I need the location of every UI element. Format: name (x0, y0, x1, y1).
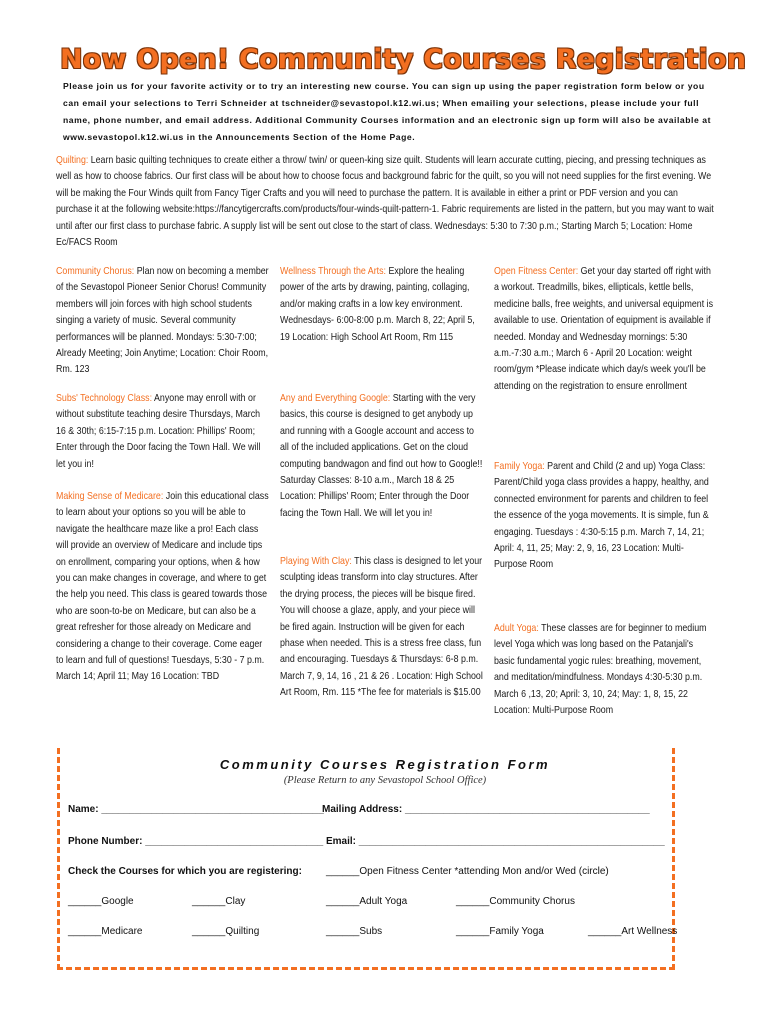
course-name: Playing With Clay: (280, 556, 352, 567)
course-name: Making Sense of Medicare: (56, 491, 164, 502)
option-community-chorus[interactable]: ______Community Chorus (456, 896, 575, 907)
course-subs-technology (56, 391, 271, 473)
course-name: Adult Yoga: (494, 623, 539, 634)
mailing-address-field[interactable]: Mailing Address: ____________________________________________ (322, 804, 650, 815)
course-family-yoga (494, 459, 714, 574)
course-google (280, 391, 483, 522)
form-subtitle: (Please Return to any Sevastopol School Office) (283, 775, 487, 786)
option-art-wellness[interactable]: ______Art Wellness (588, 926, 678, 937)
course-adult-yoga (494, 621, 714, 719)
option-clay[interactable]: ______Clay (192, 896, 246, 907)
course-description: Parent and Child (2 and up) Yoga Class: Parent/Child yoga class provides a happy, healthy, and connected environment for parents and children to feel the essence of the yoga movements. It is simple, fun & engaging. Tuesdays : 4:30-5:15 p.m. March 7, 14, 21; April: 4, 11, 25; May: 2, 9, 16, 23 Location: Multi-Purpose Room (494, 461, 709, 571)
course-wellness-arts (280, 264, 483, 346)
course-open-fitness (494, 264, 714, 395)
option-quilting[interactable]: ______Quilting (192, 926, 260, 937)
course-description: Join this educational class to learn about your options so you will be able to navigate the healthcare maze like a pro! Each class will provide an overview of Medicare and include tips on enrollment, comparing your options, when & how you can make changes in coverage, and where to get the help you need. This class is geared towards those who are soon-to-be on Medicare, but can also be a great refresher for those already on Medicare and considering a change to their coverage. Come eager to learn and full of questions! Tuesdays, 5:30 - 7 p.m. March 14; April 11; May 16 Location: TBD (56, 491, 269, 683)
course-description: Get your day started off right with a workout. Treadmills, bikes, ellipticals, kettle bells, medicine balls, free weights, and universal equipment is available to use. Orientation of equipment is available if needed. Monday and Wednesday mornings: 5:30 a.m.-7:30 a.m.; March 6 - April 20 Location: weight room/gym *Please indicate which day/s week you'll be attending on the registration to ensure enrollment (494, 266, 714, 392)
course-name: Wellness Through the Arts: (280, 266, 386, 277)
course-description: Anyone may enroll with or without substitute teaching desire Thursdays, March 16 & 30th; 6:15-7:15 p.m. Location: Phillips' Room; Enter through the Door facing the Town Hall. We will let you in! (56, 393, 261, 470)
option-medicare[interactable]: ______Medicare (68, 926, 143, 937)
course-description: Explore the healing power of the arts by drawing, painting, collaging, and/or making crafts in a low key environment. Wednesdays- 6:00-8:00 p.m. March 8, 22; April 5, 19 Location: High School Art Room, Rm 115 (280, 266, 475, 343)
name-field[interactable]: Name: ________________________________________ (68, 804, 324, 815)
course-description: Starting with the very basics, this course is designed to get anybody up and running with a Google account and access to all of the included applications. Get on the cloud computing bandwagon and find out how to Google!! Saturday Classes: 8-10 a.m., March 18 & 25 Location: Phillips' Room; Enter through the Door facing the Town Hall. We will let you in! (280, 393, 483, 519)
check-courses-label: Check the Courses for which you are registering: (68, 866, 302, 877)
course-name: Family Yoga: (494, 461, 545, 472)
course-name: Open Fitness Center: (494, 266, 579, 277)
course-description: This class is designed to let your sculpting ideas transform into clay structures. After the drying process, the pieces will be bisque fired. You will choose a glaze, apply, and your piece will be fired again. Instruction will be given for each phase when needed. This is a stress free class, fun and encouraging. Tuesdays & Thursdays: 6-8 p.m. March 7, 9, 14, 16 , 21 & 26 . Location: High School Art Room, Rm. 115 *The fee for materials is $15.00 (280, 556, 483, 699)
course-name: Community Chorus: (56, 266, 135, 277)
course-description: Learn basic quilting techniques to create either a throw/ twin/ or queen-king size quilt. Students will learn accurate cutting, piecing, and pressing techniques as well as how to choose fabrics. Our first class will be about how to choose focus and background fabric for the quilt, so you will not need supplies for the first evening. We will be making the Four Winds quilt from Fancy Tiger Crafts and you will need to purchase the pattern. It is available in either a print or PDF version and you can purchase it at the following website:https://fancytigercrafts.com/products/four-winds-quilt-pattern-1. Fabric requirements are listed in the pattern, but you may want to wait until after our first class to purchase fabric. A supply list will be sent out close to the start of class. Wednesdays: 5:30 to 7:30 p.m.; Starting March 5; Location: Home Ec/FACS Room (56, 155, 714, 249)
course-quilting (56, 153, 714, 251)
course-clay (280, 554, 483, 702)
option-family-yoga[interactable]: ______Family Yoga (456, 926, 544, 937)
option-google[interactable]: ______Google (68, 896, 134, 907)
course-name: Quilting: (56, 155, 89, 166)
email-field[interactable]: Email: _______________________________________________________ (326, 836, 665, 847)
intro-paragraph: Please join us for your favorite activity or to try an interesting new course. You can sign up using the paper registration form below or you can email your selections to Terri Schneider at tschneider@sevastopol.k12.wi.us; When emailing your selections, please include your full name, phone number, and email address. Additional Community Courses information and an electronic sign up form will also be available at www.sevastopol.k12.wi.us in the Announcements Section of the Home Page. (63, 81, 711, 142)
option-adult-yoga[interactable]: ______Adult Yoga (326, 896, 408, 907)
page-title: Now Open! Community Courses Registration (60, 44, 747, 75)
phone-number-field[interactable]: Phone Number: ________________________________ (68, 836, 324, 847)
option-subs[interactable]: ______Subs (326, 926, 383, 937)
course-medicare (56, 489, 271, 686)
option-open-fitness[interactable]: ______Open Fitness Center *attending Mon and/or Wed (circle) (326, 866, 609, 877)
course-description: Plan now on becoming a member of the Sevastopol Pioneer Senior Chorus! Community members will join forces with high school students singing a variety of music. Several community performances will be planned. Mondays: 5:30-7:00; Already Meeting; Join Anytime; Location: Choir Room, Rm. 123 (56, 266, 269, 376)
course-description: These classes are for beginner to medium level Yoga which was long based on the Patanjali's basic fundamental yogic rules: breathing, movement, and meditation/mindfulness. Mondays 4:30-5:30 p.m. March 6 ,13, 20; April: 3, 10, 24; May: 1, 8, 15, 22 Location: Multi-Purpose Room (494, 623, 707, 717)
course-community-chorus (56, 264, 271, 379)
course-name: Any and Everything Google: (280, 393, 391, 404)
form-title: Community Courses Registration Form (219, 757, 551, 772)
course-name: Subs' Technology Class: (56, 393, 153, 404)
